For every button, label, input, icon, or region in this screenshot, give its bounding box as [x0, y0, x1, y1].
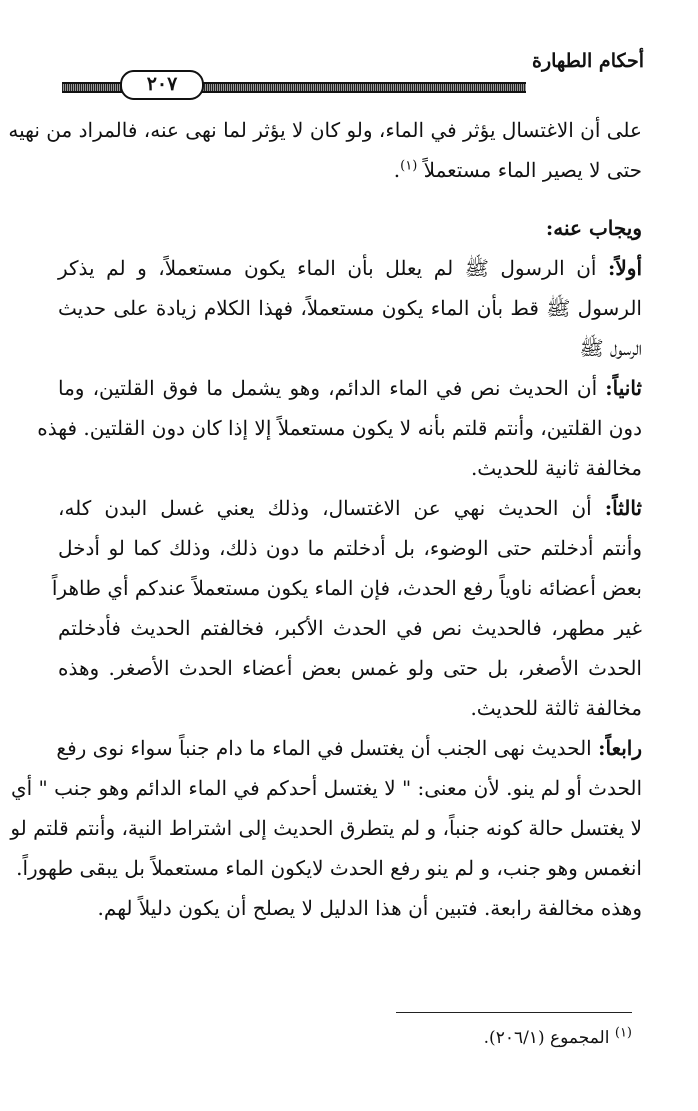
- point-label: ثالثاً:: [604, 496, 642, 520]
- text-fragment: .: [393, 158, 401, 182]
- text-line: دون القلتين، وأنتم قلتم بأنه لا يكون مستعملاً إلا إذا كان دون القلتين. فهذه: [37, 416, 642, 440]
- text-line: الحدث أو لم ينو. لأن معنى: " لا يغتسل أحدكم في الماء الدائم وهو جنب " أي: [10, 776, 642, 800]
- page-number: ٢٠٧: [120, 70, 204, 100]
- text-line: على أن الاغتسال يؤثر في الماء، ولو كان لا يؤثر لما نهى عنه، فالمراد من نهيه: [8, 118, 642, 142]
- text-line: مخالفة ثانية للحديث.: [470, 456, 642, 480]
- text-line: [58, 150, 642, 190]
- text-line: [58, 728, 642, 768]
- point-label: رابعاً:: [598, 736, 642, 760]
- footnote-marker: (١): [400, 158, 418, 174]
- text-line: انغمس وهو جنب، و لم ينو رفع الحدث لايكون الماء مستعملاً بل يبقى طهوراً.: [16, 856, 642, 880]
- text-fragment: أن الحديث نهي عن الاغتسال، وذلك يعني غسل البدن كله،: [58, 496, 592, 520]
- text-fragment: أن الحديث نص في الماء الدائم، وهو يشمل ما فوق القلتين، وما: [58, 376, 598, 400]
- page-body: [8, 110, 643, 928]
- text-fragment: الحديث نهى الجنب أن يغتسل في الماء ما دام جنباً سواء نوى رفع: [56, 736, 592, 760]
- text-line: مخالفة ثالثة للحديث.: [470, 696, 642, 720]
- text-line: [58, 368, 642, 408]
- text-line: وهذه مخالفة رابعة. فتبين أن هذا الدليل لا يصلح أن يكون دليلاً لهم.: [97, 896, 642, 920]
- footnote: [152, 1026, 632, 1050]
- text-line: الرسول ﷺ قط بأن الماء يكون مستعملاً، فهذا الكلام زيادة على حديث: [58, 296, 642, 320]
- page-header: [62, 44, 644, 94]
- footnote-divider: [396, 1012, 632, 1013]
- book-title: أحكام الطهارة: [531, 50, 644, 72]
- text-line: غير مطهر، فالحديث نص في الحدث الأكبر، فخالفتم الحديث فأدخلتم: [58, 616, 643, 640]
- text-line: الرسول ﷺ: [579, 336, 642, 360]
- text-line: الحدث الأصغر، بل حتى ولو غمس بعض أعضاء الحدث الأصغر. وهذه: [58, 656, 642, 680]
- text-line: بعض أعضائه ناوياً رفع الحدث، فإن الماء يكون مستعملاً عندكم أي طاهراً: [51, 576, 642, 600]
- text-line: لا يغتسل حالة كونه جنباً، و لم يتطرق الحديث إلى اشتراط النية، وأنتم قلتم لو: [10, 816, 642, 840]
- text-line: [58, 488, 642, 528]
- text-fragment: حتى لا يصير الماء مستعملاً: [423, 158, 642, 182]
- footnote-text: المجموع (٢٠٦/١).: [483, 1028, 610, 1048]
- point-label: أولاً:: [608, 256, 643, 280]
- text-line: وأنتم أدخلتم حتى الوضوء، بل أدخلتم ما دون ذلك، وذلك كما لو أدخل: [58, 536, 642, 560]
- answer-heading: ويجاب عنه:: [545, 216, 642, 240]
- point-label: ثانياً:: [605, 376, 642, 400]
- text-line: [58, 248, 642, 288]
- text-fragment: أن الرسول ﷺ لم يعلل بأن الماء يكون مستعملاً، و لم يذكر: [58, 256, 597, 280]
- footnote-ref: (١): [614, 1025, 632, 1041]
